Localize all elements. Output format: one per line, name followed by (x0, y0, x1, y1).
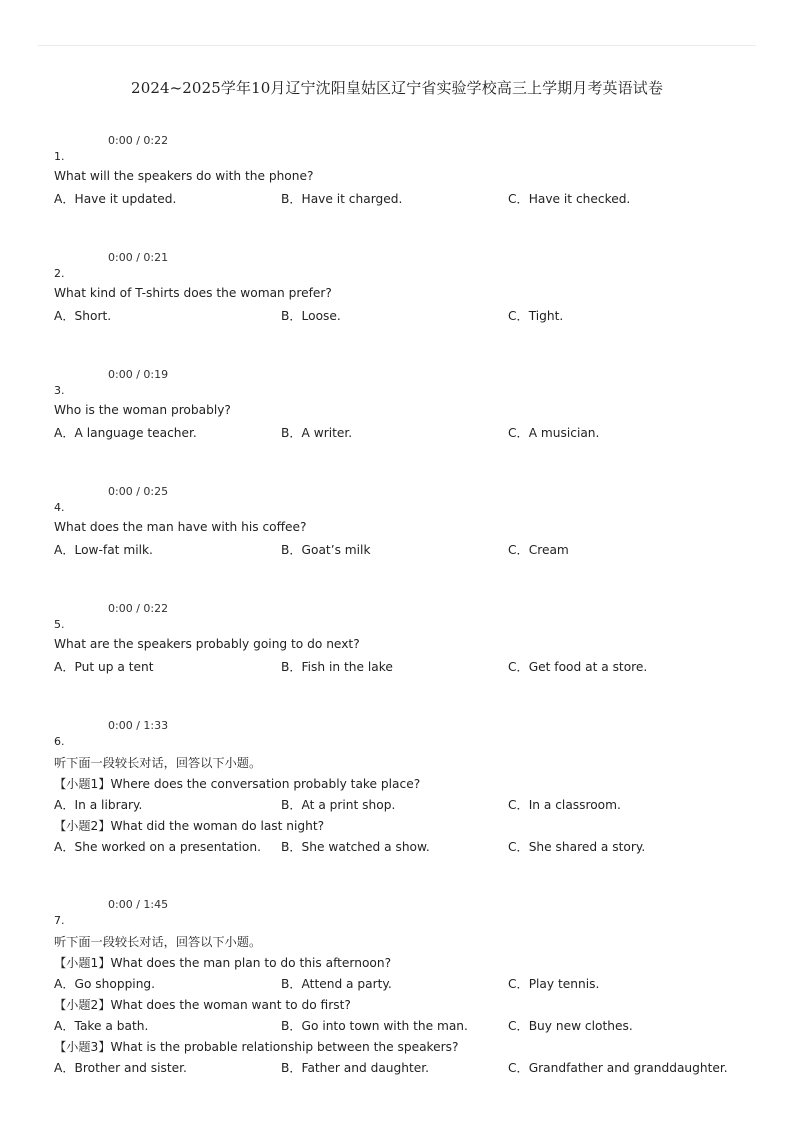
question-stem: What does the man have with his coffee? (54, 520, 307, 534)
question-number: 7. (54, 914, 65, 927)
page-title: 2024~2025学年10月辽宁沈阳皇姑区辽宁省实验学校高三上学期月考英语试卷 (131, 79, 663, 97)
option-b[interactable]: B．A writer. (281, 426, 353, 440)
question-number: 1. (54, 150, 65, 163)
option-b[interactable]: B．At a print shop. (281, 798, 396, 812)
option-a[interactable]: A．Go shopping. (54, 977, 156, 991)
option-a[interactable]: A．Put up a tent (54, 660, 154, 674)
question-number: 4. (54, 501, 65, 514)
option-b[interactable]: B．Fish in the lake (281, 660, 393, 674)
option-a[interactable]: A．She worked on a presentation. (54, 840, 261, 854)
option-a[interactable]: A．Low-fat milk. (54, 543, 153, 557)
question-number: 5. (54, 618, 65, 631)
option-c[interactable]: C．Get food at a store. (508, 660, 648, 674)
subquestion-stem: 【小题3】What is the probable relationship between the speakers? (54, 1040, 459, 1054)
header-divider (38, 45, 756, 46)
option-c[interactable]: C．Tight. (508, 309, 564, 323)
question-number: 2. (54, 267, 65, 280)
option-b[interactable]: B．Have it charged. (281, 192, 403, 206)
option-a[interactable]: A．A language teacher. (54, 426, 197, 440)
audio-player-q1[interactable]: 0:00 / 0:22 (108, 134, 169, 147)
option-c[interactable]: C．Play tennis. (508, 977, 600, 991)
audio-player-q7[interactable]: 0:00 / 1:45 (108, 898, 169, 911)
audio-player-q5[interactable]: 0:00 / 0:22 (108, 602, 169, 615)
option-b[interactable]: B．Go into town with the man. (281, 1019, 468, 1033)
audio-player-q6[interactable]: 0:00 / 1:33 (108, 719, 169, 732)
option-c[interactable]: C．In a classroom. (508, 798, 621, 812)
question-intro: 听下面一段较长对话，回答以下小题。 (54, 756, 262, 770)
subquestion-stem: 【小题2】What did the woman do last night? (54, 819, 325, 833)
subquestion-stem: 【小题2】What does the woman want to do first? (54, 998, 351, 1012)
question-stem: What kind of T-shirts does the woman prefer? (54, 286, 332, 300)
question-intro: 听下面一段较长对话，回答以下小题。 (54, 935, 262, 949)
option-a[interactable]: A．Take a bath. (54, 1019, 149, 1033)
question-number: 6. (54, 735, 65, 748)
audio-player-q3[interactable]: 0:00 / 0:19 (108, 368, 169, 381)
option-c[interactable]: C．Buy new clothes. (508, 1019, 633, 1033)
question-stem: What are the speakers probably going to do next? (54, 637, 360, 651)
option-a[interactable]: A．Have it updated. (54, 192, 177, 206)
option-a[interactable]: A．Short. (54, 309, 112, 323)
subquestion-stem: 【小题1】Where does the conversation probably take place? (54, 777, 421, 791)
option-c[interactable]: C．Cream (508, 543, 569, 557)
audio-player-q4[interactable]: 0:00 / 0:25 (108, 485, 169, 498)
audio-player-q2[interactable]: 0:00 / 0:21 (108, 251, 169, 264)
option-b[interactable]: B．Father and daughter. (281, 1061, 430, 1075)
option-a[interactable]: A．Brother and sister. (54, 1061, 187, 1075)
option-b[interactable]: B．Attend a party. (281, 977, 392, 991)
option-c[interactable]: C．She shared a story. (508, 840, 646, 854)
question-stem: Who is the woman probably? (54, 403, 231, 417)
question-stem: What will the speakers do with the phone? (54, 169, 314, 183)
option-b[interactable]: B．She watched a show. (281, 840, 430, 854)
option-c[interactable]: C．Have it checked. (508, 192, 631, 206)
question-number: 3. (54, 384, 65, 397)
option-c[interactable]: C．Grandfather and granddaughter. (508, 1061, 728, 1075)
option-c[interactable]: C．A musician. (508, 426, 600, 440)
option-b[interactable]: B．Loose. (281, 309, 341, 323)
subquestion-stem: 【小题1】What does the man plan to do this afternoon? (54, 956, 392, 970)
option-a[interactable]: A．In a library. (54, 798, 143, 812)
option-b[interactable]: B．Goat’s milk (281, 543, 371, 557)
